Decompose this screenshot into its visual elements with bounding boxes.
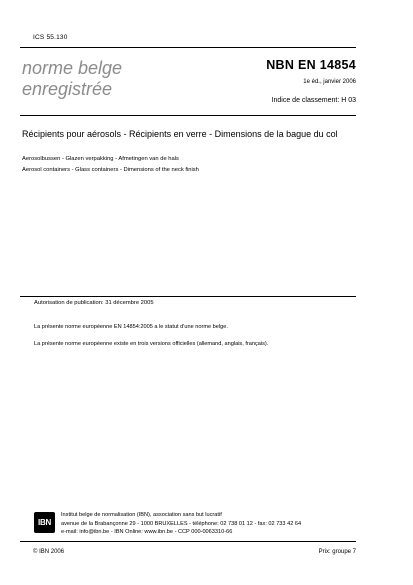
brand-line-2: enregistrée bbox=[22, 79, 113, 99]
ibn-logo-icon bbox=[34, 512, 55, 533]
ics-code: ICS 55.130 bbox=[33, 34, 68, 41]
versions-statement: La présente norme européenne existe en trois versions officielles (allemand, anglais, français). bbox=[34, 341, 269, 347]
authorisation-divider bbox=[20, 296, 356, 297]
document-title-nl: Aerosolbussen - Glazen verpakking - Afmetingen van de hals bbox=[22, 156, 179, 162]
title-divider bbox=[20, 115, 356, 116]
document-title-en: Aerosol containers - Glass containers - Dimensions of the neck finish bbox=[22, 167, 199, 173]
edition-date: 1e éd., janvier 2006 bbox=[303, 79, 356, 85]
document-title-fr: Récipients pour aérosols - Récipients en verre - Dimensions de la bague du col bbox=[22, 129, 338, 139]
brand-line-1: norme belge bbox=[22, 58, 123, 78]
institute-name: Institut belge de normalisation (IBN), association sans but lucratif bbox=[61, 512, 222, 518]
ibn-logo-text: IBN bbox=[38, 518, 51, 527]
document-number: NBN EN 14854 bbox=[266, 58, 356, 72]
publication-authorisation: Autorisation de publication: 31 décembre 2005 bbox=[34, 300, 154, 306]
institute-address bbox=[61, 511, 301, 537]
price-group: Prix: groupe 7 bbox=[318, 549, 356, 555]
institute-contact: avenue de la Brabançonne 29 - 1000 BRUXELLES - téléphone: 02 738 01 12 - fax: 02 733 42 64 bbox=[61, 520, 302, 527]
brand-title bbox=[22, 58, 122, 100]
status-statement: La présente norme européenne EN 14854:2005 a le statut d'une norme belge. bbox=[34, 324, 228, 330]
copyright: © IBN 2006 bbox=[33, 549, 65, 555]
footer-divider bbox=[20, 541, 356, 542]
institute-online: e-mail: info@ibn.be - IBN Online: www.ibn.be - CCP 000-0063310-66 bbox=[61, 529, 233, 535]
classification-index: Indice de classement: H 03 bbox=[271, 97, 356, 104]
top-divider bbox=[20, 47, 356, 48]
